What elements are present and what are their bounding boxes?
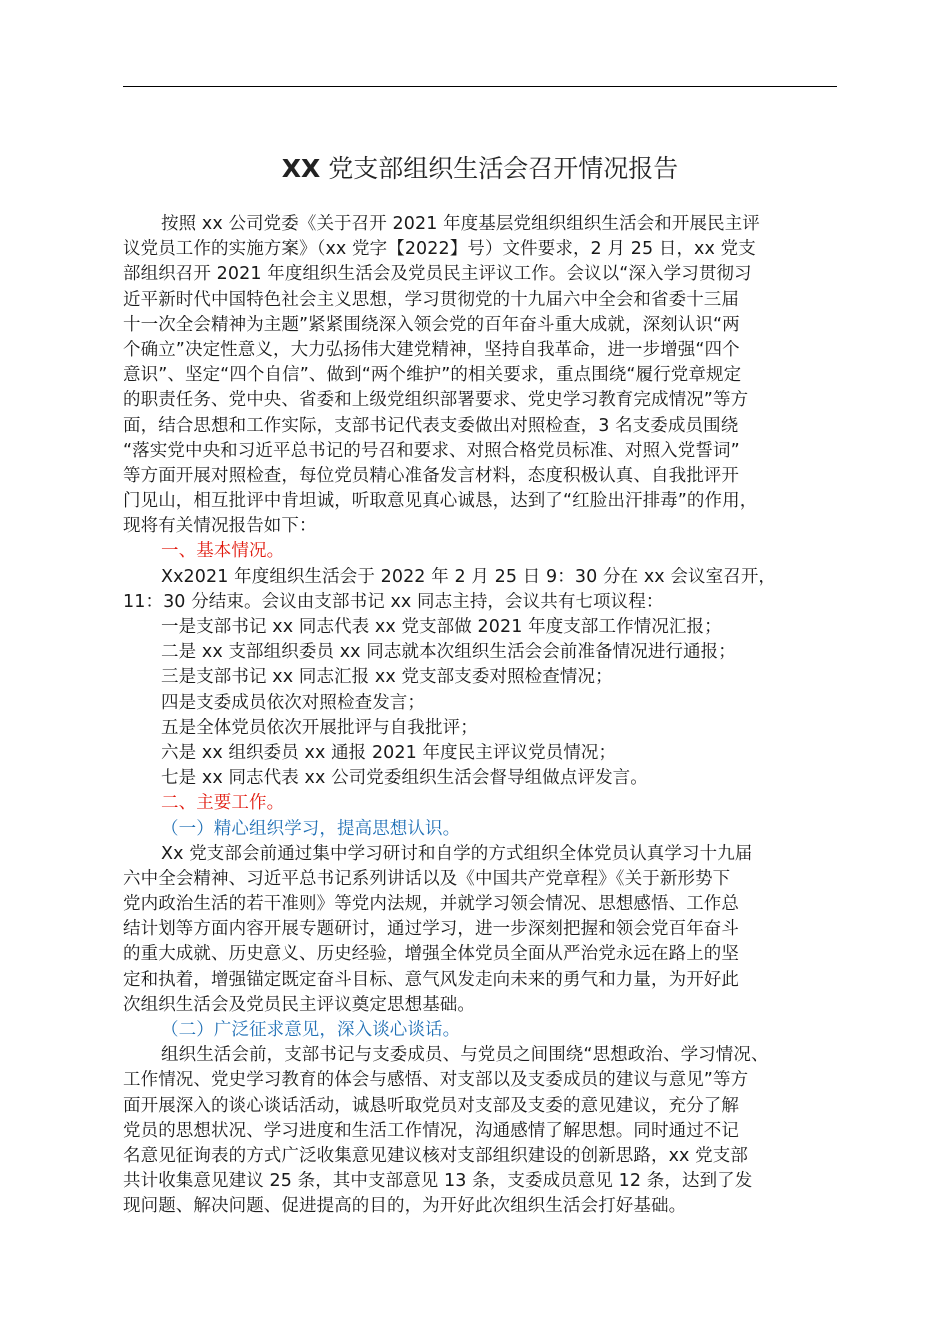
document-body [123,212,837,1220]
agenda-item: 一是支部书记 xx 同志代表 xx 党支部做 2021 年度支部工作情况汇报； [161,617,722,637]
intro-line: 部组织召开 2021 年度组织生活会及党员民主评议工作。会议以“深入学习贯彻习 [123,264,752,285]
intro-line: 意识”、坚定“四个自信”、做到“两个维护”的相关要求，重点围绕“履行党章规定 [123,365,742,386]
subsection2-line: 党员的思想状况、学习进度和生活工作情况，沟通感情了解思想。同时通过不记 [123,1120,739,1141]
subsection-heading-study: （一）精心组织学习，提高思想认识。 [161,818,461,839]
subsection2-line: 工作情况、党史学习教育的体会与感悟、对支部以及支委成员的建议与意见”等方 [123,1070,749,1091]
intro-line: 个确立”决定性意义，大力弘扬伟大建党精神，坚持自我革命，进一步增强“四个 [123,339,740,360]
subsection2-line: 现问题、解决问题、促进提高的目的，为开好此次组织生活会打好基础。 [123,1196,687,1217]
title-text: 党支部组织生活会召开情况报告 [328,154,679,183]
subsection2-line: 名意见征询表的方式广泛收集意见建议核对支部组织建设的创新思路，xx 党支部 [123,1145,748,1166]
subsection2-line: 面开展深入的谈心谈话活动，诚恳听取党员对支部及支委的意见建议，充分了解 [123,1095,739,1116]
section1-line: Xx2021 年度组织生活会于 2022 年 2 月 25 日 9：30 分在 xx 会议室召开， [161,566,777,587]
section-heading-main-work: 二、主要工作。 [161,793,285,814]
intro-line: 十一次全会精神为主题”紧紧围绕深入领会党的百年奋斗重大成就，深刻认识“两 [123,314,740,335]
intro-line: “落实党中央和习近平总书记的号召和要求、对照合格党员标准、对照入党誓词” [123,440,740,461]
title-prefix: XX [281,154,321,183]
intro-line: 等方面开展对照检查，每位党员精心准备发言材料，态度积极认真、自我批评开 [123,465,739,486]
subsection1-line: 党内政治生活的若干准则》等党内法规，并就学习领会情况、思想感悟、工作总 [123,894,739,915]
header-rule [123,86,837,87]
subsection1-line: 六中全会精神、习近平总书记系列讲话以及《中国共产党章程》《关于新形势下 [123,868,731,889]
subsection1-line: 次组织生活会及党员民主评议奠定思想基础。 [123,994,475,1015]
agenda-item: 六是 xx 组织委员 xx 通报 2021 年度民主评议党员情况； [161,742,617,763]
agenda-item: 四是支委成员依次对照检查发言； [161,692,425,713]
section-heading-basic: 一、基本情况。 [161,541,285,562]
intro-line: 近平新时代中国特色社会主义思想，学习贯彻党的十九届六中全会和省委十三届 [123,289,739,310]
intro-line: 面，结合思想和工作实际，支部书记代表支委做出对照检查，3 名支委成员围绕 [123,415,739,436]
intro-line: 议党员工作的实施方案》（xx 党字【2022】号）文件要求，2 月 25 日，xx 党支 [123,239,756,260]
page-title [123,152,837,186]
intro-line: 的职责任务、党中央、省委和上级党组织部署要求、党史学习教育完成情况”等方 [123,390,749,411]
subsection2-line: 组织生活会前，支部书记与支委成员、与党员之间围绕“思想政治、学习情况、 [161,1045,769,1066]
agenda-item: 二是 xx 支部组织委员 xx 同志就本次组织生活会会前准备情况进行通报； [161,642,736,663]
intro-line: 门见山，相互批评中肯坦诚，听取意见真心诚恳，达到了“红脸出汗排毒”的作用， [123,491,758,512]
subsection1-line: 结计划等方面内容开展专题研讨，通过学习，进一步深刻把握和领会党百年奋斗 [123,919,739,940]
section1-line: 11：30 分结束。会议由支部书记 xx 同志主持，会议共有七项议程： [123,591,664,612]
agenda-item: 五是全体党员依次开展批评与自我批评； [161,717,478,738]
agenda-item: 七是 xx 同志代表 xx 公司党委组织生活会督导组做点评发言。 [161,768,648,789]
subsection1-line: 定和执着，增强锚定既定奋斗目标、意气风发走向未来的勇气和力量，为开好此 [123,969,739,990]
agenda-item: 三是支部书记 xx 同志汇报 xx 党支部支委对照检查情况； [161,667,613,688]
subsection1-line: 的重大成就、历史意义、历史经验，增强全体党员全面从严治党永远在路上的坚 [123,944,739,965]
subsection-heading-opinions: （二）广泛征求意见，深入谈心谈话。 [161,1020,461,1040]
intro-line: 现将有关情况报告如下： [123,516,317,537]
intro-line: 按照 xx 公司党委《关于召开 2021 年度基层党组织组织生活会和开展民主评 [161,214,760,234]
subsection1-line: Xx 党支部会前通过集中学习研讨和自学的方式组织全体党员认真学习十九届 [161,843,753,864]
subsection2-line: 共计收集意见建议 25 条，其中支部意见 13 条，支委成员意见 12 条，达到了发 [123,1171,753,1192]
